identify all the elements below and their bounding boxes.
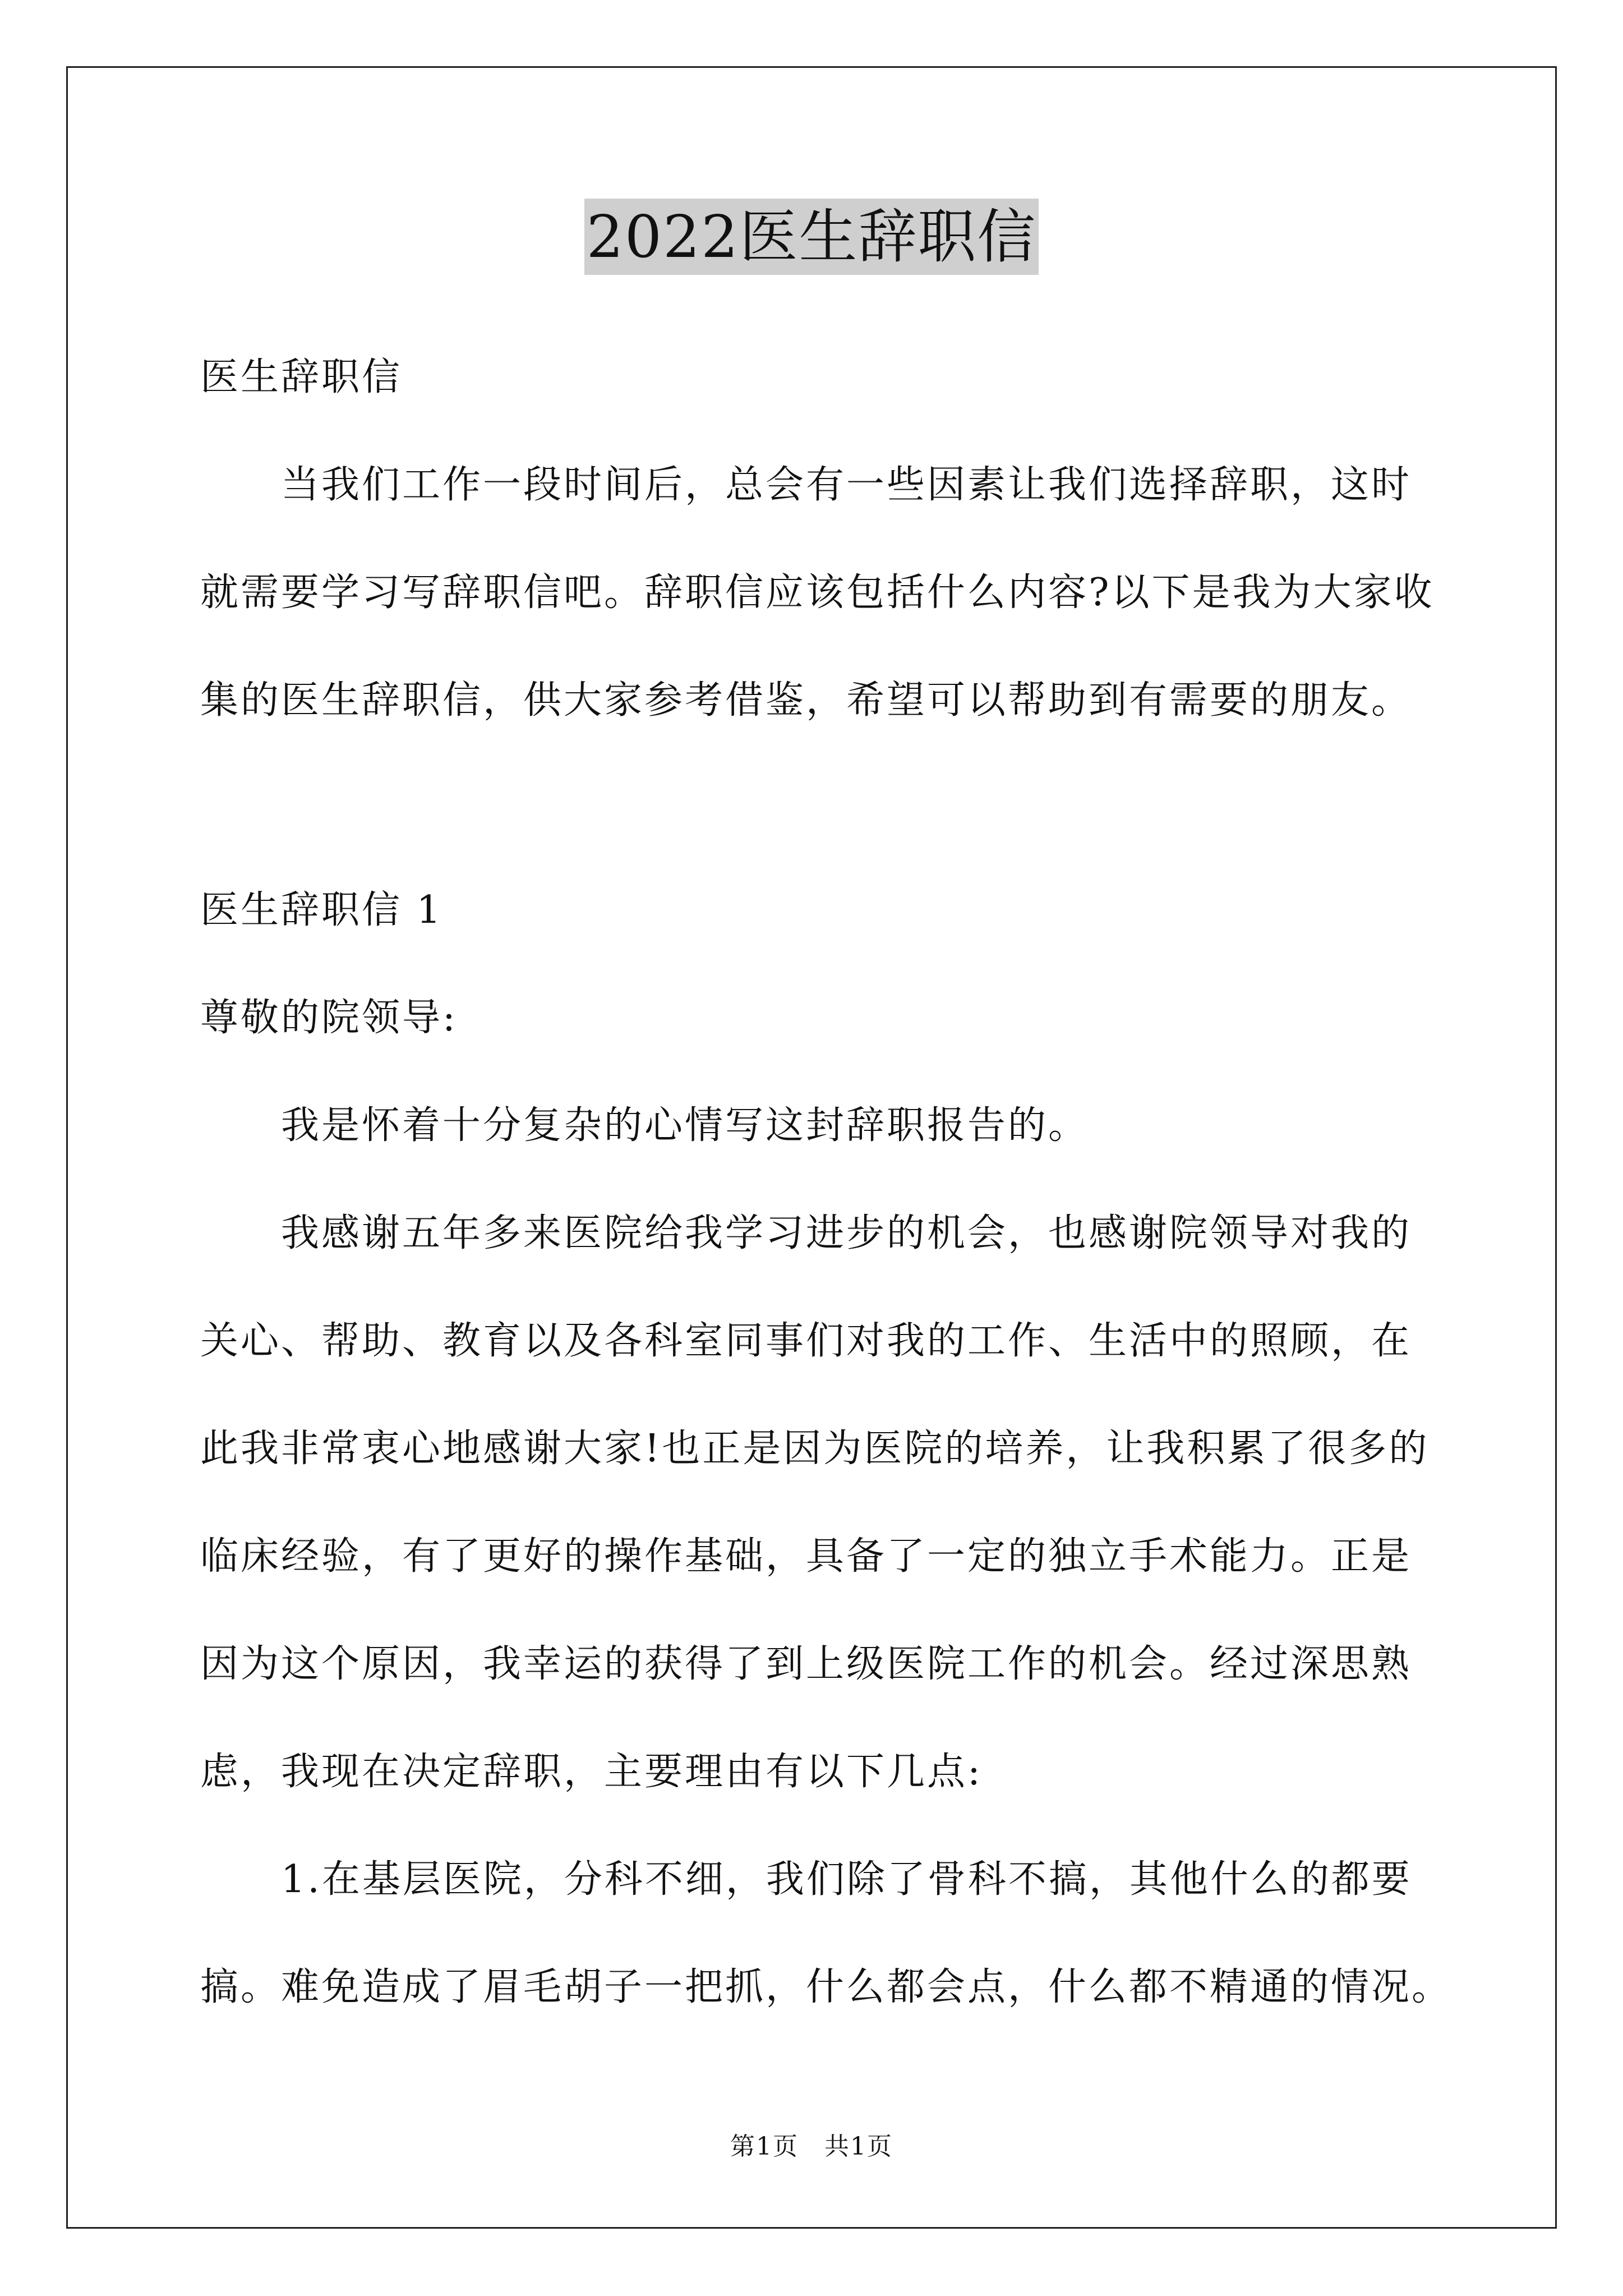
paragraph-2-line-2: 关心、帮助、教育以及各科室同事们对我的工作、生活中的照顾，在 [200, 1319, 1412, 1363]
intro-line-2: 就需要学习写辞职信吧。辞职信应该包括什么内容?以下是我为大家收 [200, 570, 1435, 615]
document-title: 2022医生辞职信 [584, 199, 1039, 275]
paragraph-2-line-3: 此我非常衷心地感谢大家!也正是因为医院的培养，让我积累了很多的 [200, 1427, 1430, 1471]
reason-1-line-2: 搞。难免造成了眉毛胡子一把抓，什么都会点，什么都不精通的情况。 [200, 1965, 1453, 2009]
paragraph-2-line-5: 因为这个原因，我幸运的获得了到上级医院工作的机会。经过深思熟 [200, 1642, 1412, 1686]
paragraph-2-line-1: 我感谢五年多来医院给我学习进步的机会，也感谢院领导对我的 [281, 1211, 1412, 1255]
paragraph-2-line-4: 临床经验，有了更好的操作基础，具备了一定的独立手术能力。正是 [200, 1534, 1412, 1579]
section-heading: 医生辞职信 1 [200, 888, 443, 932]
intro-line-1: 当我们工作一段时间后，总会有一些因素让我们选择辞职，这时 [281, 463, 1412, 507]
paragraph-1-line-1: 我是怀着十分复杂的心情写这封辞职报告的。 [281, 1103, 1089, 1148]
salutation: 尊敬的院领导: [200, 996, 458, 1040]
title-container [0, 199, 1623, 275]
paragraph-2-line-6: 虑，我现在决定辞职，主要理由有以下几点: [200, 1750, 983, 1794]
reason-1-line-1: 1.在基层医院，分科不细，我们除了骨科不搞，其他什么的都要 [281, 1857, 1412, 1902]
page-footer: 第1页 共1页 [730, 2132, 893, 2161]
subtitle-line: 医生辞职信 [200, 355, 403, 399]
intro-line-3: 集的医生辞职信，供大家参考借鉴，希望可以帮助到有需要的朋友。 [200, 678, 1412, 723]
